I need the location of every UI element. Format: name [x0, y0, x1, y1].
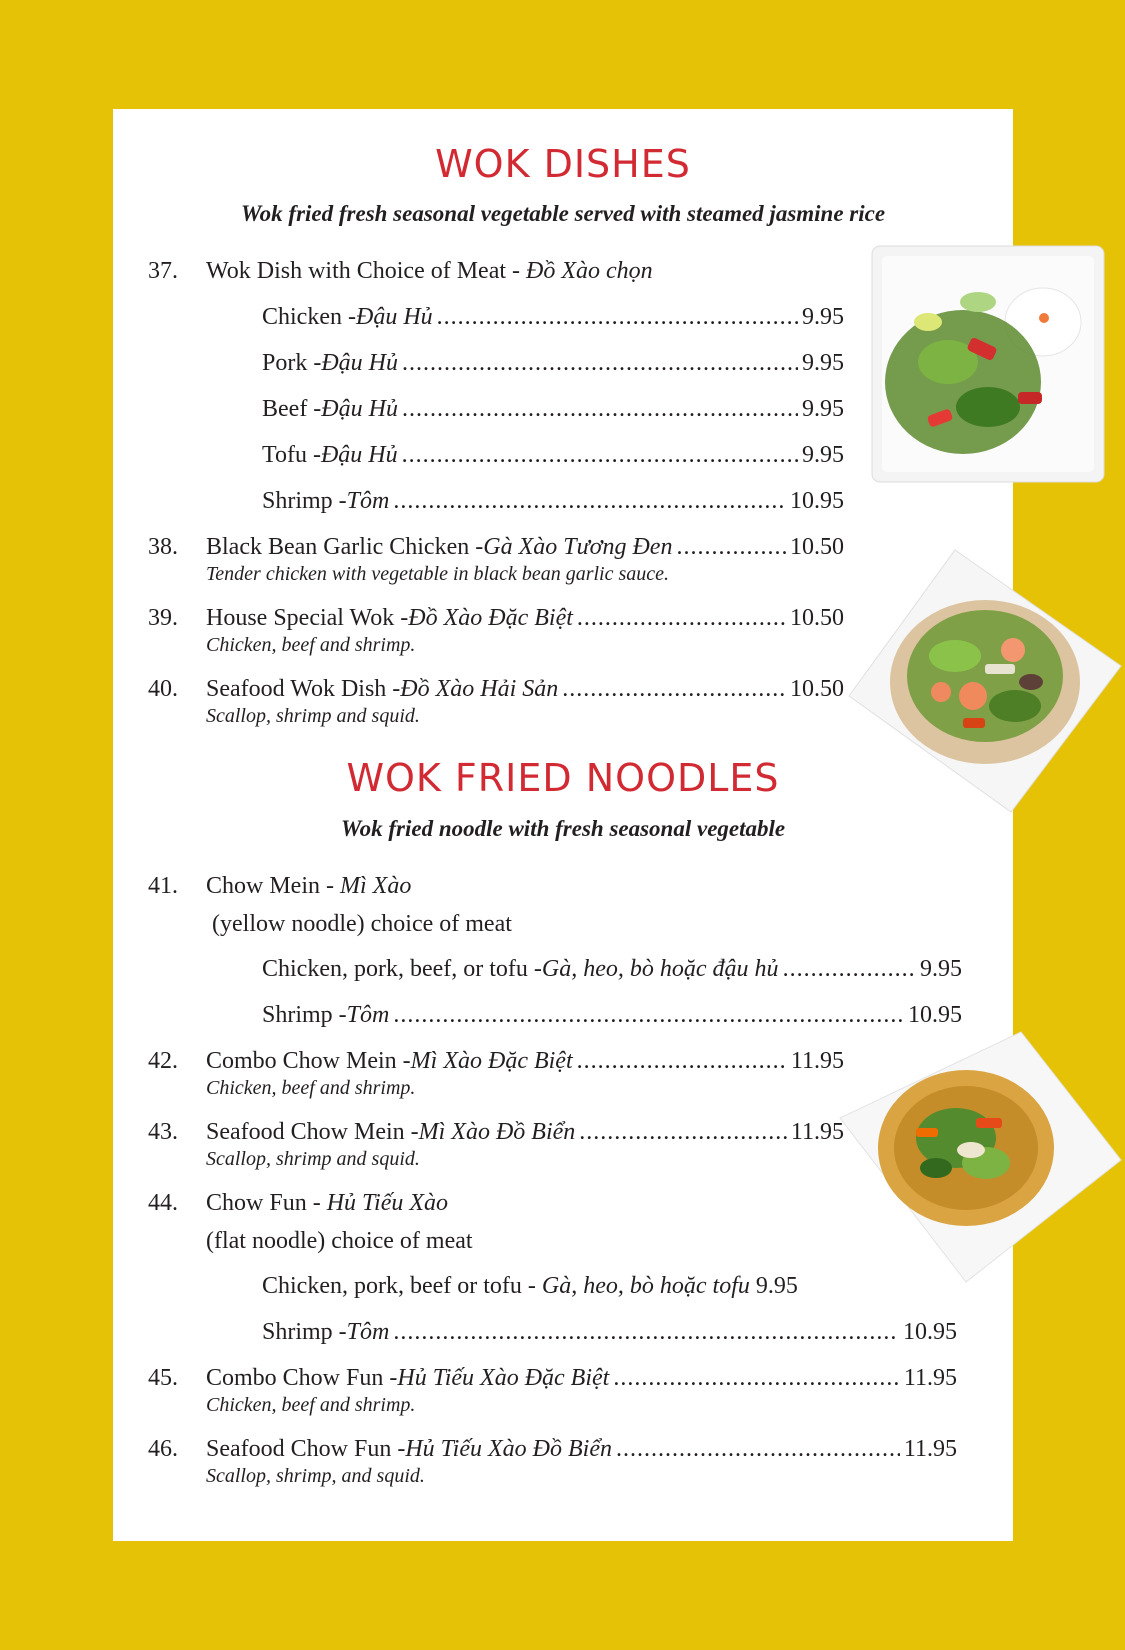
item-number: 37.	[148, 258, 178, 284]
item-number: 44.	[148, 1190, 178, 1216]
price: 9.95	[802, 442, 844, 468]
price: 10.50	[790, 534, 844, 560]
item-number: 42.	[148, 1048, 178, 1074]
item-number: 38.	[148, 534, 178, 560]
option-row: Shrimp - Tôm ..... 10.95	[262, 1002, 962, 1029]
option-row: Chicken, pork, beef, or tofu - Gà, heo, bò hoặc đậu hủ ..... 9.95	[262, 956, 962, 983]
item-name: Chow Mein - Mì Xào	[206, 873, 412, 899]
section-title-wok-dishes: WOK DISHES	[435, 142, 691, 186]
item-description: Tender chicken with vegetable in black bean garlic sauce.	[206, 563, 670, 585]
section-title-wok-fried-noodles: WOK FRIED NOODLES	[346, 756, 780, 800]
price: 9.95	[802, 350, 844, 376]
price: 9.95	[920, 956, 962, 982]
price: 11.95	[790, 1048, 844, 1074]
option-row: Chicken, pork, beef or tofu - Gà, heo, bò hoặc tofu 9.95	[262, 1273, 798, 1299]
price: 9.95	[802, 304, 844, 330]
item-note: (flat noodle) choice of meat	[206, 1228, 473, 1254]
item-number: 46.	[148, 1436, 178, 1462]
item-description: Chicken, beef and shrimp.	[206, 1394, 416, 1416]
item-row: Seafood Wok Dish - Đồ Xào Hải Sản ..... 10.50	[206, 676, 844, 703]
wok-dish-photo	[868, 242, 1108, 488]
price: 10.95	[790, 488, 844, 514]
item-row: Black Bean Garlic Chicken - Gà Xào Tương Đen ..... 10.50	[206, 534, 844, 561]
section-subtitle-wok-fried-noodles: Wok fried noodle with fresh seasonal vegetable	[340, 816, 786, 841]
item-row: Seafood Chow Mein - Mì Xào Đồ Biển ..... 11.95	[206, 1119, 844, 1146]
price: 11.95	[790, 1119, 844, 1145]
option-row: Tofu - Đậu Hủ ..... 9.95	[262, 442, 844, 469]
item-number: 40.	[148, 676, 178, 702]
item-number: 39.	[148, 605, 178, 631]
item-row: Combo Chow Mein - Mì Xào Đặc Biệt ..... 11.95	[206, 1048, 844, 1075]
option-row: Pork - Đậu Hủ ..... 9.95	[262, 350, 844, 377]
item-description: Scallop, shrimp and squid.	[206, 705, 420, 727]
option-row: Beef - Đậu Hủ ..... 9.95	[262, 396, 844, 423]
price: 10.50	[790, 605, 844, 631]
price: 11.95	[903, 1436, 957, 1462]
item-number: 41.	[148, 873, 178, 899]
section-subtitle-wok-dishes: Wok fried fresh seasonal vegetable served with steamed jasmine rice	[240, 201, 886, 226]
item-name: Wok Dish with Choice of Meat - Đồ Xào chọn	[206, 258, 653, 284]
price: 10.95	[908, 1002, 962, 1028]
item-row: Seafood Chow Fun - Hủ Tiếu Xào Đồ Biển ..... 11.95	[206, 1436, 957, 1463]
option-row: Shrimp - Tôm ..... 10.95	[262, 1319, 957, 1346]
house-special-wok-photo	[845, 546, 1125, 816]
price: 11.95	[903, 1365, 957, 1391]
item-number: 43.	[148, 1119, 178, 1145]
price: 9.95	[802, 396, 844, 422]
item-number: 45.	[148, 1365, 178, 1391]
option-row: Chicken - Đậu Hủ ..... 9.95	[262, 304, 844, 331]
item-row: Combo Chow Fun - Hủ Tiếu Xào Đặc Biệt ..... 11.95	[206, 1365, 957, 1392]
price: 10.50	[790, 676, 844, 702]
option-row: Shrimp - Tôm ..... 10.95	[262, 488, 844, 515]
chow-mein-photo	[836, 1028, 1125, 1286]
item-description: Scallop, shrimp and squid.	[206, 1148, 420, 1170]
item-description: Scallop, shrimp, and squid.	[206, 1465, 425, 1487]
price: 10.95	[903, 1319, 957, 1345]
item-note: (yellow noodle) choice of meat	[212, 911, 512, 937]
item-viet-name: Đồ Xào chọn	[526, 258, 653, 284]
item-description: Chicken, beef and shrimp.	[206, 634, 416, 656]
item-description: Chicken, beef and shrimp.	[206, 1077, 416, 1099]
item-row: House Special Wok - Đồ Xào Đặc Biệt ..... 10.50	[206, 605, 844, 632]
price: 9.95	[755, 1273, 798, 1299]
item-name: Chow Fun - Hủ Tiếu Xào	[206, 1190, 449, 1216]
